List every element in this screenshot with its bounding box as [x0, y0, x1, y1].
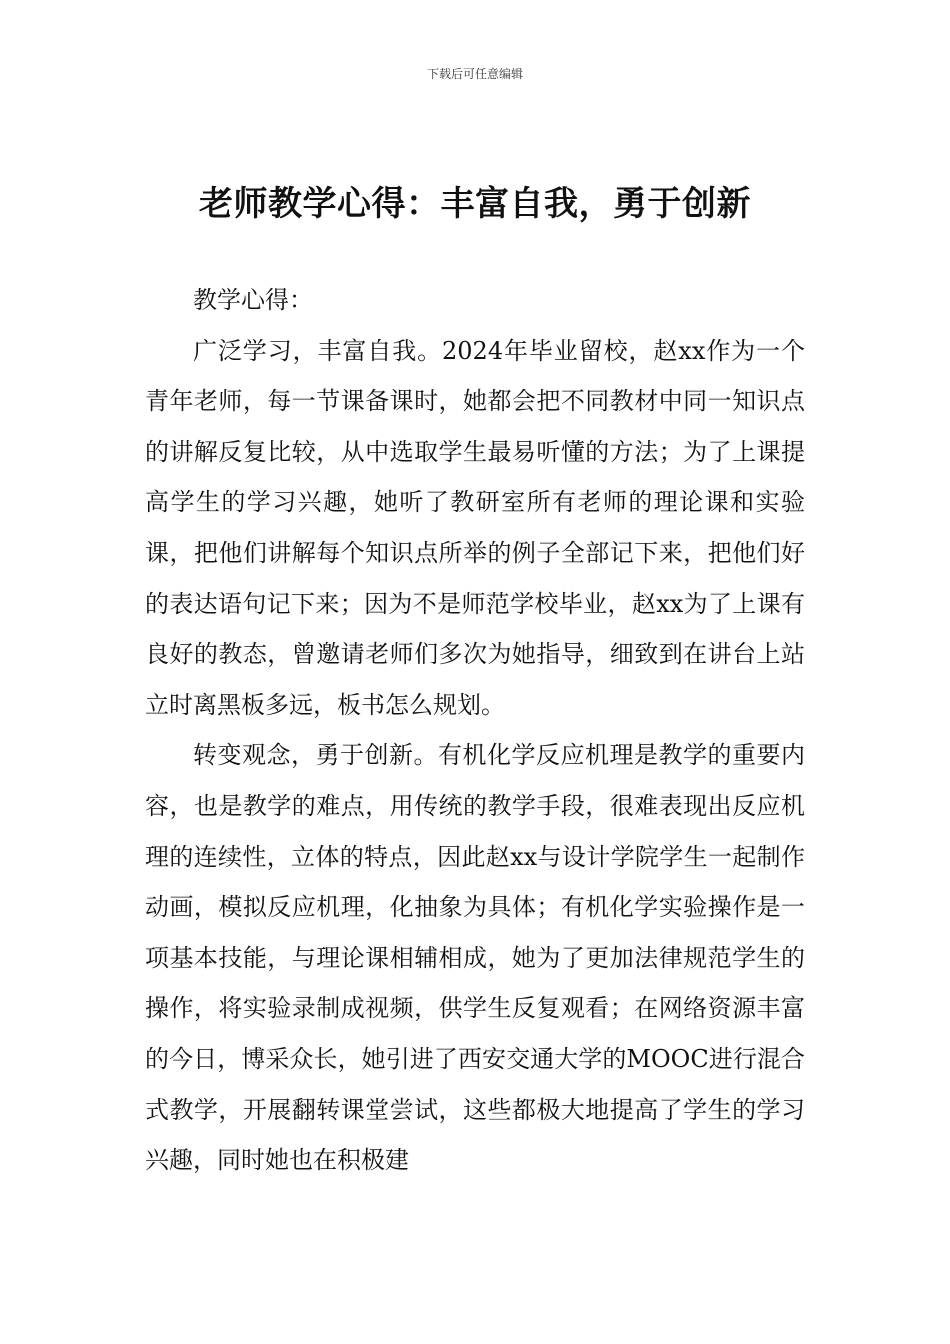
paragraph-1: 广泛学习，丰富自我。2024年毕业留校，赵xx作为一个青年老师，每一节课备课时，她都会把不同教材中同一知识点的讲解反复比较，从中选取学生最易听懂的方法；为了上课提高学生的学习兴趣，她听了教研室所有老师的理论课和实验课，把他们讲解每个知识点所举的例子全部记下来，把他们好的表达语句记下来；因为不是师范学校毕业，赵xx为了上课有良好的教态，曾邀请老师们多次为她指导，细致到在讲台上站立时离黑板多远，板书怎么规划。: [145, 336, 805, 719]
document-title: 老师教学心得：丰富自我，勇于创新: [199, 184, 751, 224]
header-note: 下载后可任意编辑: [426, 67, 523, 81]
section-label: 教学心得：: [193, 286, 313, 314]
paragraph-2: 转变观念，勇于创新。有机化学反应机理是教学的重要内容，也是教学的难点，用传统的教学手段，很难表现出反应机理的连续性，立体的特点，因此赵xx与设计学院学生一起制作动画，模拟反应机理，化抽象为具体；有机化学实验操作是一项基本技能，与理论课相辅相成，她为了更加法律规范学生的操作，将实验录制成视频，供学生反复观看；在网络资源丰富的今日，博采众长，她引进了西安交通大学的MOOC进行混合式教学，开展翻转课堂尝试，这些都极大地提高了学生的学习兴趣，同时她也在积极建: [145, 741, 805, 1175]
document-body: [145, 275, 805, 1186]
